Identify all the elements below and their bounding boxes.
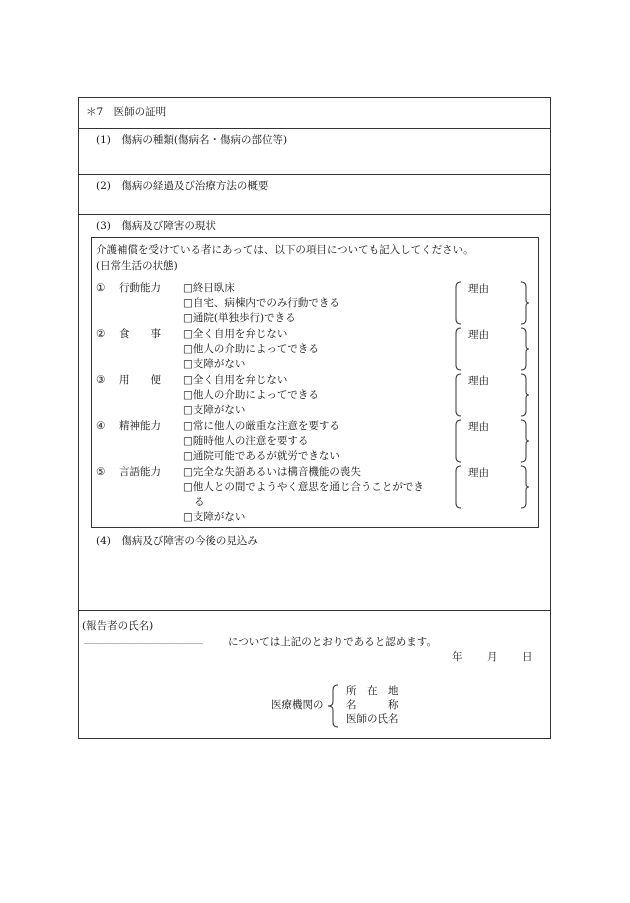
certification-text: については上記のとおりであると認めます。 [228,636,437,648]
item-2-label: 食 事 [119,328,161,340]
item-4-label: 精神能力 [119,420,161,432]
item-4-option-3: □通院可能であるが就労できない [183,450,340,462]
item-1-option-3: □通院(単独歩行)できる [183,312,296,324]
reason-label-3: 理由 [468,375,489,387]
item-5-number: ⑤ [96,466,106,478]
reason-label-1: 理由 [468,283,489,295]
doctor-name-label: 医師の氏名 [346,713,399,725]
reason-bracket-3 [455,373,531,417]
divider [78,128,551,129]
section-3-heading: (3) 傷病及び障害の現状 [96,220,216,232]
item-4-option-2: □随時他人の注意を要する [183,435,309,447]
reason-label-4: 理由 [468,421,489,433]
institution-label: 医療機関の [271,699,324,711]
reason-bracket-1 [455,281,531,325]
item-5-option-2-cont: る [194,496,205,508]
divider [78,174,551,175]
item-2-number: ② [96,328,106,340]
item-1-label: 行動能力 [119,282,161,294]
date-day: 日 [522,651,533,663]
institution-name-label: 名 称 [346,699,399,711]
item-4-option-1: □常に他人の厳重な注意を要する [183,420,340,432]
item-3-option-3: □支障がない [183,404,246,416]
reason-label-2: 理由 [468,329,489,341]
item-5-option-2: □他人との間でようやく意思を通じ合うことができ [183,481,424,493]
item-3-label: 用 便 [119,374,161,386]
item-5-option-3: □支障がない [183,511,246,523]
item-1-number: ① [96,282,106,294]
item-2-option-2: □他人の介助によってできる [183,343,319,355]
item-1-option-2: □自宅、病棟内でのみ行動できる [183,297,340,309]
institution-brace [327,684,339,728]
reason-bracket-4 [455,419,531,463]
institution-address-label: 所 在 地 [346,685,399,697]
section-1-heading: (1) 傷病の種類(傷病名・傷病の部位等) [96,134,288,146]
reason-bracket-2 [455,327,531,371]
item-4-number: ④ [96,420,106,432]
reason-label-5: 理由 [468,467,489,479]
item-5-option-1: □完全な失語あるいは構音機能の喪失 [183,466,361,478]
item-3-option-1: □全く自用を弁じない [183,374,288,386]
daily-life-heading: (日常生活の状態) [96,260,178,272]
date-month: 月 [487,651,498,663]
section-title: ＊7 医師の証明 [86,106,167,118]
item-3-number: ③ [96,374,106,386]
item-5-label: 言語能力 [119,466,161,478]
item-3-option-2: □他人の介助によってできる [183,389,319,401]
date-year: 年 [452,651,463,663]
reporter-heading: (報告者の氏名) [82,620,154,632]
care-note: 介護補償を受けている者にあっては、以下の項目についても記入してください。 [96,244,474,256]
divider [78,214,551,215]
reporter-name-blank: ______________________ [84,635,204,645]
divider [78,610,551,611]
item-2-option-3: □支障がない [183,358,246,370]
reason-bracket-5 [455,465,531,509]
item-1-option-1: □終日臥床 [183,282,235,294]
section-2-heading: (2) 傷病の経過及び治療方法の概要 [96,180,269,192]
item-2-option-1: □全く自用を弁じない [183,328,288,340]
section-4-heading: (4) 傷病及び障害の今後の見込み [96,535,258,547]
